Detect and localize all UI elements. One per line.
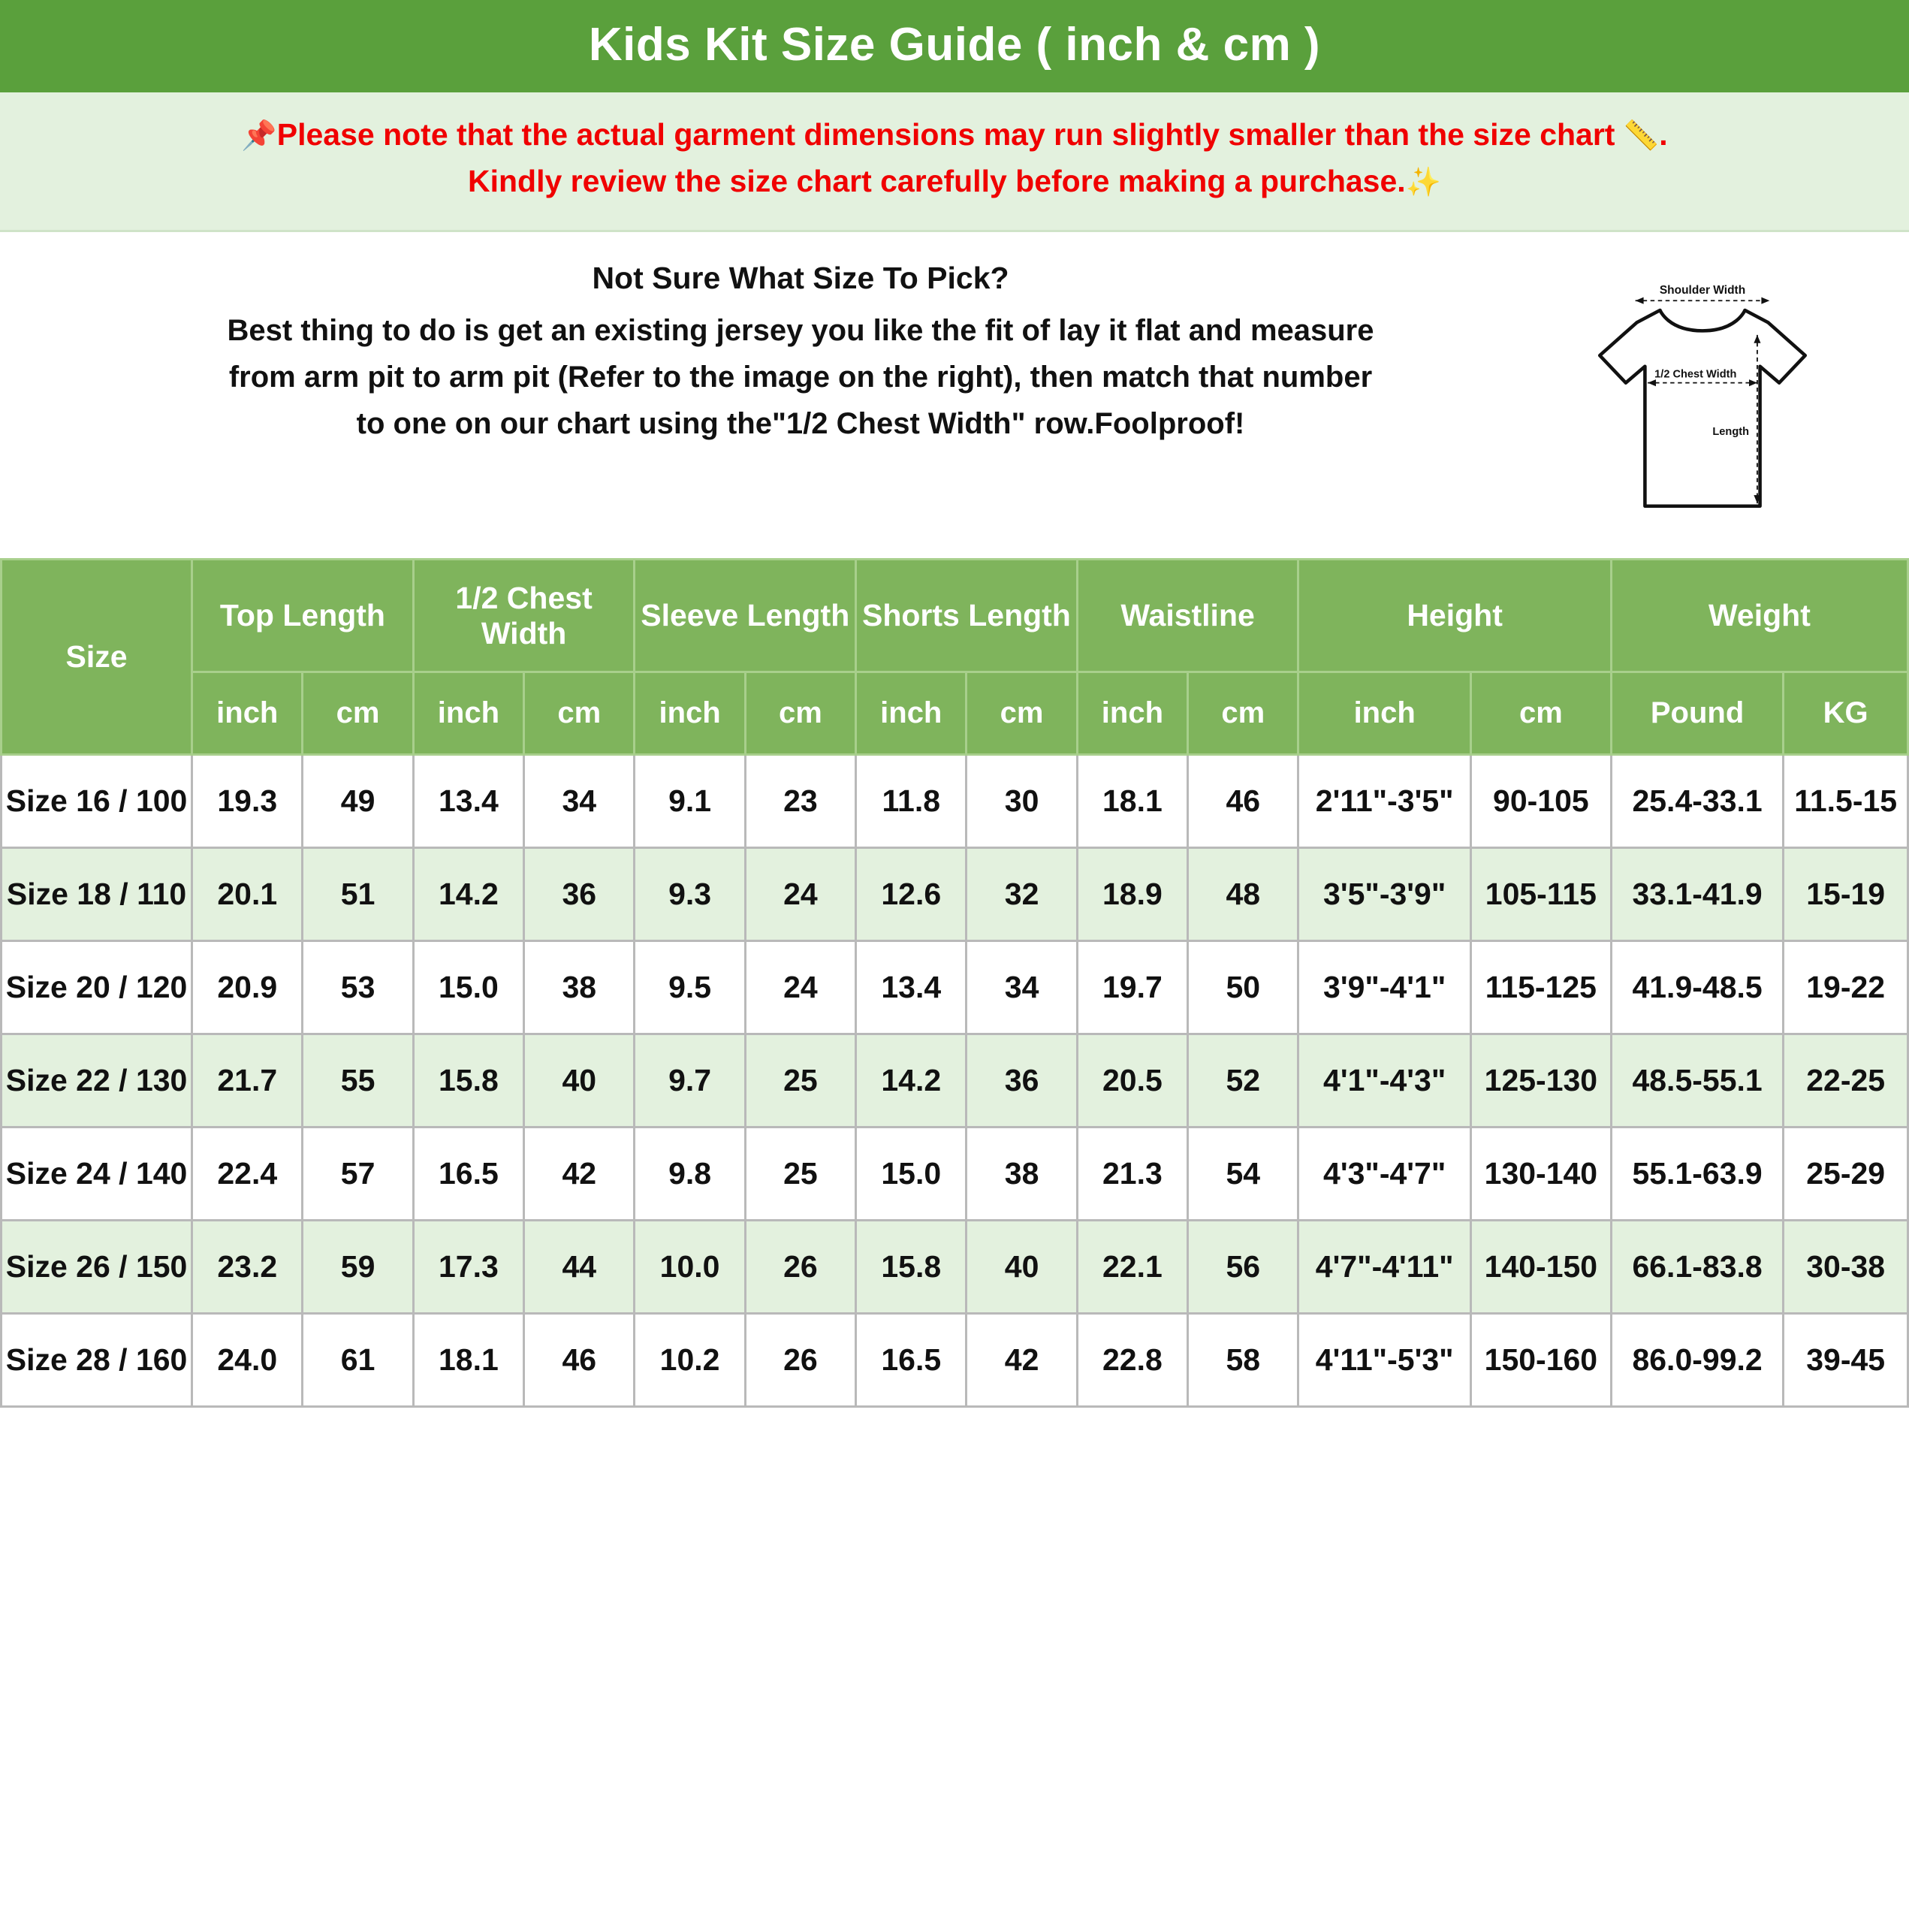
cell-value: 150-160 bbox=[1470, 1314, 1611, 1407]
cell-value: 48.5-55.1 bbox=[1611, 1034, 1784, 1128]
cell-value: 21.3 bbox=[1077, 1128, 1187, 1221]
cell-value: 9.1 bbox=[635, 755, 745, 848]
size-chart-table bbox=[0, 558, 1909, 1408]
header-weight: Weight bbox=[1611, 560, 1907, 672]
cell-size: Size 28 / 160 bbox=[2, 1314, 192, 1407]
cell-value: 15-19 bbox=[1784, 848, 1908, 941]
cell-value: 4'1"-4'3" bbox=[1298, 1034, 1471, 1128]
cell-value: 9.7 bbox=[635, 1034, 745, 1128]
cell-value: 46 bbox=[1188, 755, 1298, 848]
tshirt-icon bbox=[1586, 268, 1819, 539]
cell-value: 24.0 bbox=[192, 1314, 303, 1407]
group-header-row bbox=[2, 560, 1908, 672]
cell-value: 38 bbox=[524, 941, 635, 1034]
table-row bbox=[2, 755, 1908, 848]
sparkle-icon: ✨ bbox=[1405, 166, 1441, 198]
chest-width-label: 1/2 Chest Width bbox=[1654, 368, 1737, 381]
notice-line-1 bbox=[30, 112, 1879, 158]
unit-waist-cm: cm bbox=[1188, 672, 1298, 755]
unit-height-cm: cm bbox=[1470, 672, 1611, 755]
unit-shorts-inch: inch bbox=[856, 672, 967, 755]
cell-value: 20.5 bbox=[1077, 1034, 1187, 1128]
header-height: Height bbox=[1298, 560, 1611, 672]
cell-value: 22.8 bbox=[1077, 1314, 1187, 1407]
cell-value: 14.2 bbox=[856, 1034, 967, 1128]
unit-chest-inch: inch bbox=[413, 672, 523, 755]
tshirt-diagram bbox=[1586, 255, 1909, 539]
notice-block bbox=[0, 92, 1909, 232]
cell-value: 25 bbox=[745, 1034, 855, 1128]
cell-value: 61 bbox=[303, 1314, 413, 1407]
cell-value: 125-130 bbox=[1470, 1034, 1611, 1128]
help-block bbox=[0, 232, 1909, 558]
length-label: Length bbox=[1712, 426, 1749, 439]
help-line-1: Best thing to do is get an existing jersey you like the fit of lay it flat and measure bbox=[227, 313, 1374, 347]
cell-value: 21.7 bbox=[192, 1034, 303, 1128]
cell-value: 15.8 bbox=[856, 1221, 967, 1314]
cell-size: Size 24 / 140 bbox=[2, 1128, 192, 1221]
cell-value: 9.5 bbox=[635, 941, 745, 1034]
table-body bbox=[2, 755, 1908, 1407]
cell-value: 4'11"-5'3" bbox=[1298, 1314, 1471, 1407]
cell-value: 33.1-41.9 bbox=[1611, 848, 1784, 941]
cell-value: 19.7 bbox=[1077, 941, 1187, 1034]
cell-value: 25-29 bbox=[1784, 1128, 1908, 1221]
help-line-2: from arm pit to arm pit (Refer to the image on the right), then match that number bbox=[228, 360, 1373, 394]
cell-value: 10.0 bbox=[635, 1221, 745, 1314]
cell-value: 56 bbox=[1188, 1221, 1298, 1314]
cell-value: 22-25 bbox=[1784, 1034, 1908, 1128]
cell-value: 40 bbox=[967, 1221, 1077, 1314]
cell-size: Size 20 / 120 bbox=[2, 941, 192, 1034]
cell-value: 30-38 bbox=[1784, 1221, 1908, 1314]
cell-value: 24 bbox=[745, 848, 855, 941]
cell-value: 54 bbox=[1188, 1128, 1298, 1221]
page-title: Kids Kit Size Guide ( inch & cm ) bbox=[0, 0, 1909, 92]
cell-value: 46 bbox=[524, 1314, 635, 1407]
cell-value: 19.3 bbox=[192, 755, 303, 848]
unit-top-length-inch: inch bbox=[192, 672, 303, 755]
cell-value: 36 bbox=[967, 1034, 1077, 1128]
cell-value: 34 bbox=[967, 941, 1077, 1034]
cell-value: 9.8 bbox=[635, 1128, 745, 1221]
cell-value: 18.1 bbox=[413, 1314, 523, 1407]
cell-value: 23.2 bbox=[192, 1221, 303, 1314]
cell-value: 20.9 bbox=[192, 941, 303, 1034]
cell-value: 2'11"-3'5" bbox=[1298, 755, 1471, 848]
cell-value: 52 bbox=[1188, 1034, 1298, 1128]
cell-value: 23 bbox=[745, 755, 855, 848]
cell-value: 86.0-99.2 bbox=[1611, 1314, 1784, 1407]
cell-value: 66.1-83.8 bbox=[1611, 1221, 1784, 1314]
cell-value: 4'3"-4'7" bbox=[1298, 1128, 1471, 1221]
cell-value: 41.9-48.5 bbox=[1611, 941, 1784, 1034]
cell-value: 49 bbox=[303, 755, 413, 848]
cell-size: Size 18 / 110 bbox=[2, 848, 192, 941]
cell-value: 115-125 bbox=[1470, 941, 1611, 1034]
cell-value: 9.3 bbox=[635, 848, 745, 941]
shoulder-width-label: Shoulder Width bbox=[1659, 284, 1746, 297]
unit-waist-inch: inch bbox=[1077, 672, 1187, 755]
unit-shorts-cm: cm bbox=[967, 672, 1077, 755]
cell-value: 16.5 bbox=[413, 1128, 523, 1221]
cell-value: 18.9 bbox=[1077, 848, 1187, 941]
cell-value: 105-115 bbox=[1470, 848, 1611, 941]
header-shorts-length: Shorts Length bbox=[856, 560, 1078, 672]
header-size: Size bbox=[2, 560, 192, 755]
table-head bbox=[2, 560, 1908, 755]
cell-value: 13.4 bbox=[856, 941, 967, 1034]
cell-value: 57 bbox=[303, 1128, 413, 1221]
table-row bbox=[2, 941, 1908, 1034]
cell-value: 15.0 bbox=[856, 1128, 967, 1221]
cell-value: 22.1 bbox=[1077, 1221, 1187, 1314]
cell-value: 14.2 bbox=[413, 848, 523, 941]
cell-value: 24 bbox=[745, 941, 855, 1034]
unit-sleeve-cm: cm bbox=[745, 672, 855, 755]
table-row bbox=[2, 1128, 1908, 1221]
cell-value: 44 bbox=[524, 1221, 635, 1314]
cell-value: 15.8 bbox=[413, 1034, 523, 1128]
help-line-3: to one on our chart using the"1/2 Chest Width" row.Foolproof! bbox=[356, 406, 1245, 440]
cell-value: 17.3 bbox=[413, 1221, 523, 1314]
cell-value: 10.2 bbox=[635, 1314, 745, 1407]
cell-value: 53 bbox=[303, 941, 413, 1034]
cell-value: 4'7"-4'11" bbox=[1298, 1221, 1471, 1314]
cell-value: 30 bbox=[967, 755, 1077, 848]
cell-value: 3'9"-4'1" bbox=[1298, 941, 1471, 1034]
pin-icon: 📌 bbox=[241, 120, 277, 152]
cell-value: 51 bbox=[303, 848, 413, 941]
cell-value: 12.6 bbox=[856, 848, 967, 941]
cell-value: 15.0 bbox=[413, 941, 523, 1034]
cell-value: 38 bbox=[967, 1128, 1077, 1221]
notice-period: . bbox=[1659, 117, 1668, 152]
help-text bbox=[0, 255, 1586, 447]
unit-chest-cm: cm bbox=[524, 672, 635, 755]
cell-size: Size 16 / 100 bbox=[2, 755, 192, 848]
table-row bbox=[2, 1314, 1908, 1407]
cell-value: 130-140 bbox=[1470, 1128, 1611, 1221]
unit-top-length-cm: cm bbox=[303, 672, 413, 755]
cell-value: 48 bbox=[1188, 848, 1298, 941]
cell-value: 26 bbox=[745, 1314, 855, 1407]
cell-value: 42 bbox=[967, 1314, 1077, 1407]
table-row bbox=[2, 848, 1908, 941]
cell-value: 25 bbox=[745, 1128, 855, 1221]
cell-value: 13.4 bbox=[413, 755, 523, 848]
header-top-length: Top Length bbox=[192, 560, 414, 672]
cell-value: 36 bbox=[524, 848, 635, 941]
header-waistline: Waistline bbox=[1077, 560, 1298, 672]
header-half-chest-width: 1/2 Chest Width bbox=[413, 560, 635, 672]
unit-header-row bbox=[2, 672, 1908, 755]
cell-value: 25.4-33.1 bbox=[1611, 755, 1784, 848]
notice-text-2: Kindly review the size chart carefully before making a purchase. bbox=[467, 163, 1406, 198]
cell-value: 58 bbox=[1188, 1314, 1298, 1407]
cell-size: Size 22 / 130 bbox=[2, 1034, 192, 1128]
unit-sleeve-inch: inch bbox=[635, 672, 745, 755]
ruler-icon: 📏 bbox=[1623, 120, 1660, 152]
cell-value: 22.4 bbox=[192, 1128, 303, 1221]
table-row bbox=[2, 1034, 1908, 1128]
cell-value: 50 bbox=[1188, 941, 1298, 1034]
notice-line-2 bbox=[30, 158, 1879, 205]
cell-value: 34 bbox=[524, 755, 635, 848]
cell-value: 59 bbox=[303, 1221, 413, 1314]
cell-value: 11.5-15 bbox=[1784, 755, 1908, 848]
cell-value: 55.1-63.9 bbox=[1611, 1128, 1784, 1221]
cell-value: 3'5"-3'9" bbox=[1298, 848, 1471, 941]
cell-value: 26 bbox=[745, 1221, 855, 1314]
unit-height-inch: inch bbox=[1298, 672, 1471, 755]
header-sleeve-length: Sleeve Length bbox=[635, 560, 856, 672]
cell-value: 40 bbox=[524, 1034, 635, 1128]
cell-value: 18.1 bbox=[1077, 755, 1187, 848]
cell-value: 32 bbox=[967, 848, 1077, 941]
cell-value: 16.5 bbox=[856, 1314, 967, 1407]
help-title: Not Sure What Size To Pick? bbox=[592, 261, 1009, 296]
cell-value: 90-105 bbox=[1470, 755, 1611, 848]
cell-value: 55 bbox=[303, 1034, 413, 1128]
cell-value: 20.1 bbox=[192, 848, 303, 941]
notice-text-1: Please note that the actual garment dimensions may run slightly smaller than the size chart bbox=[276, 117, 1615, 152]
cell-size: Size 26 / 150 bbox=[2, 1221, 192, 1314]
cell-value: 11.8 bbox=[856, 755, 967, 848]
cell-value: 19-22 bbox=[1784, 941, 1908, 1034]
cell-value: 42 bbox=[524, 1128, 635, 1221]
cell-value: 39-45 bbox=[1784, 1314, 1908, 1407]
unit-weight-pound: Pound bbox=[1611, 672, 1784, 755]
table-row bbox=[2, 1221, 1908, 1314]
unit-weight-kg: KG bbox=[1784, 672, 1908, 755]
cell-value: 140-150 bbox=[1470, 1221, 1611, 1314]
